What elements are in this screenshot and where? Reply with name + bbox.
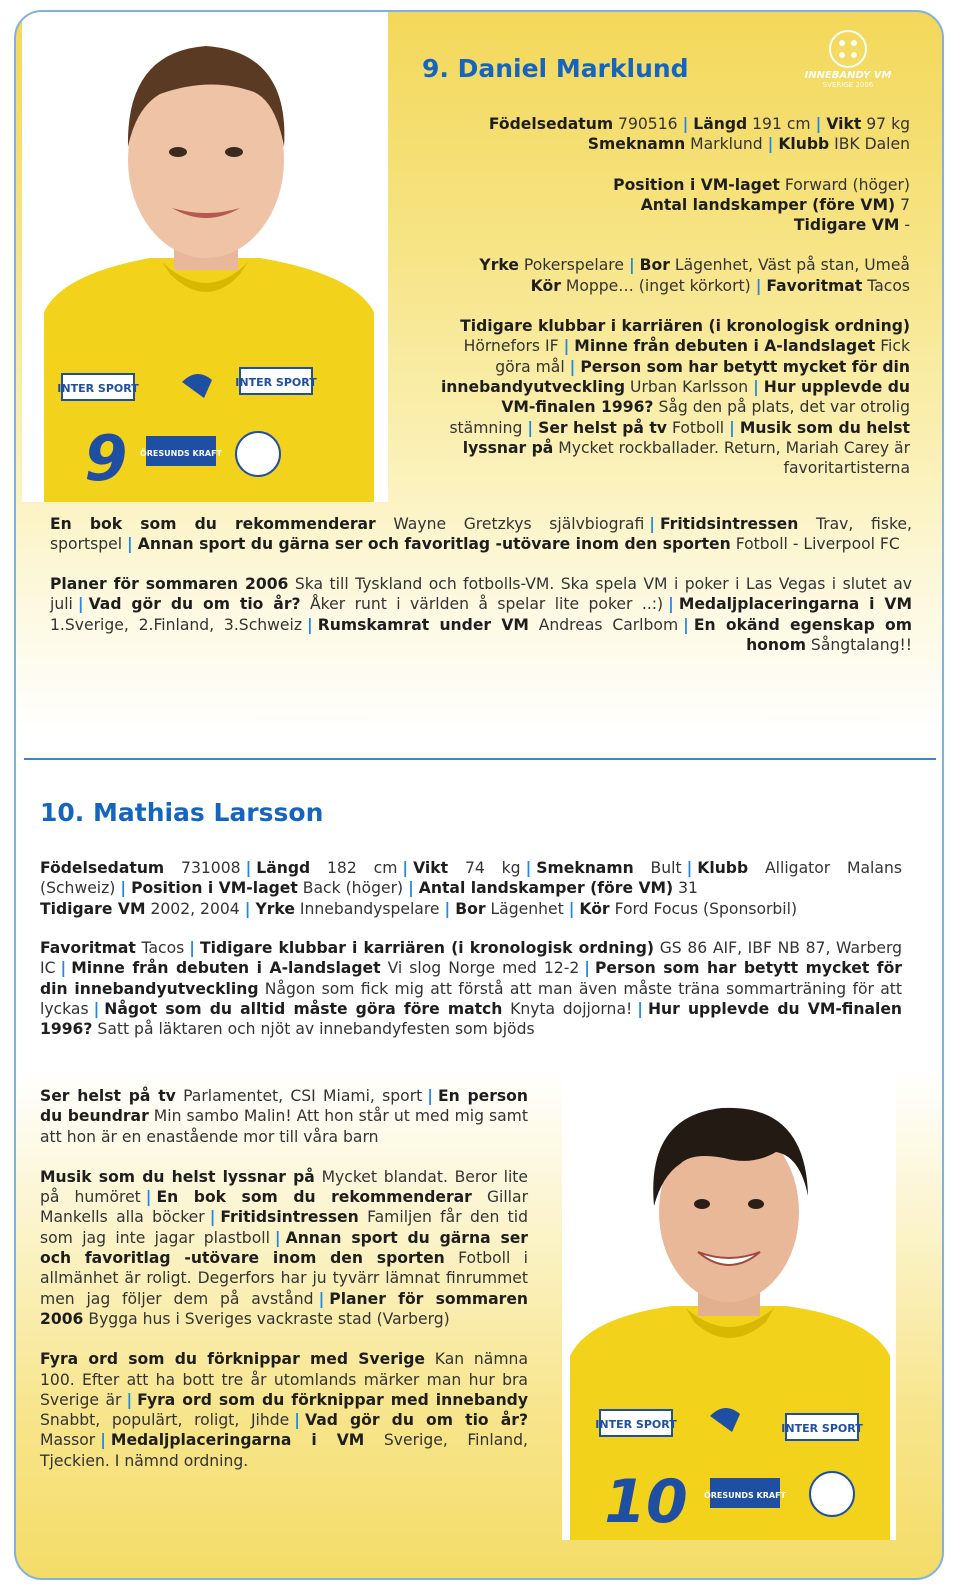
interests-block: Ser helst på tv Parlamentet, CSI Miami, sport | En person du beundrar Min sambo Malin! Att hon står ut med mig samt att hon är en enastående mor till våra barn <box>40 1087 528 1146</box>
player-plans-daniel: Planer för sommaren 2006 Ska till Tyskland och fotbolls-VM. Ska spela VM i poker i Las Vegas i slutet av juli | Vad gör du om tio år? Åker runt i världen å spelar lite poker ..:) | Medaljplaceringarna i VM 1.Sverige, 2.Finland, 3.Schweiz | Rumskamrat under VM Andreas Carlbom | En okänd egenskap om honom Sångtalang!! <box>50 575 912 654</box>
fact-line: Födelsedatum 790516 | Längd 191 cm | Vikt 97 kg <box>488 115 910 133</box>
interests-block: Fyra ord som du förknippar med Sverige Kan nämna 100. Efter att ha bott tre år utomlands märker man hur bra Sverige är | Fyra ord som du förknippar med innebandy Snabbt, populärt, roligt, Jihde | Vad gör du om tio år? Massor | Medaljplaceringarna i VM Sverige, Finland, Tjeckien. I nämnd ordning. <box>40 1350 529 1470</box>
player-portrait-icon <box>562 1056 896 1540</box>
fact-line: Kör Moppe… (inget körkort) | Favoritmat Tacos <box>530 276 910 295</box>
fact-line: Tidigare VM - <box>793 216 910 235</box>
player-heading-daniel: 9. Daniel Marklund <box>422 54 689 83</box>
jersey-number: 9 <box>84 422 128 495</box>
fact-line: Smeknamn Marklund | Klubb IBK Dalen <box>587 135 910 154</box>
sponsor-intersport-left: INTER SPORT <box>57 382 139 395</box>
fact-line: Position i VM-laget Forward (höger) <box>613 175 910 194</box>
section-divider <box>24 758 936 760</box>
player-heading-mathias: 10. Mathias Larsson <box>40 798 324 827</box>
player-interests-mathias <box>40 1086 528 1471</box>
federation-badge-icon <box>236 432 280 476</box>
career-paragraph: Tidigare klubbar i karriären (i kronologisk ordning) Hörnefors IF | Minne från debuten i A-landslaget Fick göra mål | Person som har betytt mycket för din innebandyutveckling Urban Karlsson | Hur upplevde du VM-finalen 1996? Såg den på plats, det var otrolig stämning | Ser helst på tv Fotboll | Musik som du helst lyssnar på Mycket rockballader. Return, Mariah Carey är favoritartisterna <box>440 317 910 478</box>
sponsor-oresunds-kraft: ÖRESUNDS KRAFT <box>703 1491 787 1500</box>
innebandy-vm-logo <box>798 30 898 94</box>
player-photo-daniel <box>22 12 388 502</box>
sponsor-oresunds-kraft: ÖRESUNDS KRAFT <box>139 449 223 458</box>
jersey-number: 10 <box>604 1467 688 1537</box>
sponsor-intersport-right: INTER SPORT <box>235 376 317 389</box>
sponsor-intersport-left: INTER SPORT <box>595 1418 677 1431</box>
player-career-mathias: Favoritmat Tacos | Tidigare klubbar i karriären (i kronologisk ordning) GS 86 AIF, IBF NB 87, Warberg IC | Minne från debuten i A-landslaget Vi slog Norge med 12-2 | Person som har betytt mycket för din innebandyutveckling Någon som fick mig att förstå att man även måste träna sommarträning för att lyckas | Något som du alltid måste göra före match Knyta dojjorna! | Hur upplevde du VM-finalen 1996? Satt på läktaren och njöt av innebandyfesten som bjöds <box>40 939 903 1039</box>
logo-title: INNEBANDY VM <box>804 70 892 81</box>
interests-block: Musik som du helst lyssnar på Mycket blandat. Beror lite på humöret | En bok som du rekommenderar Gillar Mankells alla böcker | Fritidsintressen Familjen får den tid som jag inte jagar plastboll | Annan sport du gärna ser och favoritlag -utövare inom den sporten Fotboll i allmänhet är roligt. Degerfors har ju tyvärr lämnat finrummet men jag följer dem på avstånd | Planer för sommaren 2006 Bygga hus i Sveriges vackraste stad (Varberg) <box>40 1167 529 1328</box>
floorball-icon <box>829 30 867 68</box>
sponsor-intersport-right: INTER SPORT <box>781 1422 863 1435</box>
player-interests-daniel: En bok som du rekommenderar Wayne Gretzkys självbiografi | Fritidsintressen Trav, fiske, sportspel | Annan sport du gärna ser och favoritlag -utövare inom den sporten Fotboll - Liverpool FC <box>50 515 912 554</box>
fact-line: Antal landskamper (före VM) 7 <box>640 195 910 214</box>
player-portrait-icon <box>22 12 388 502</box>
fact-line: Yrke Pokerspelare | Bor Lägenhet, Väst på stan, Umeå <box>479 256 910 275</box>
player-photo-mathias <box>562 1056 896 1540</box>
player-facts-daniel <box>420 114 910 478</box>
federation-badge-icon <box>810 1472 854 1516</box>
player-facts-mathias: Födelsedatum 731008 | Längd 182 cm | Vikt 74 kg | Smeknamn Bult | Klubb Alligator Malans (Schweiz) | Position i VM-laget Back (höger) | Antal landskamper (före VM) 31 Tidigare VM 2002, 2004 | Yrke Innebandyspelare | Bor Lägenhet | Kör Ford Focus (Sponsorbil) <box>40 859 902 918</box>
logo-subtitle: SVERIGE 2006 <box>822 81 874 89</box>
